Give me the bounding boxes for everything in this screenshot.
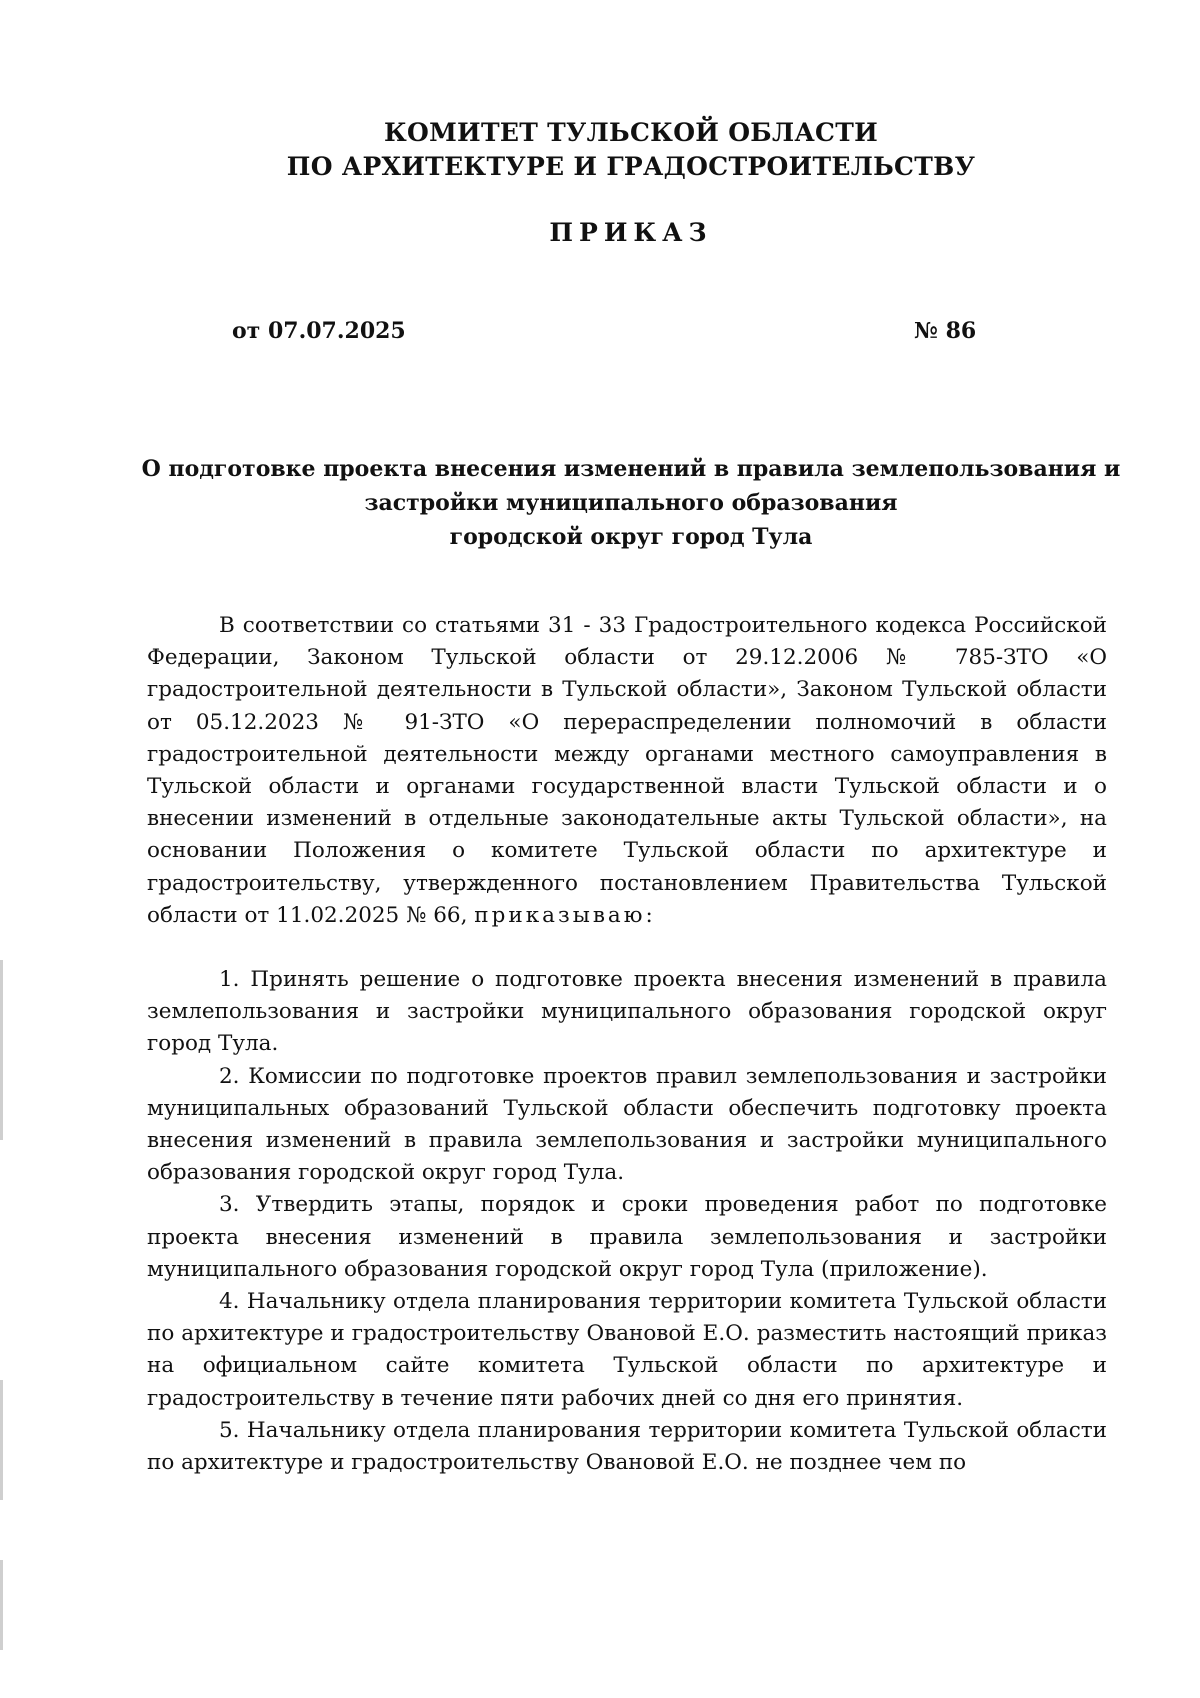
document-number: № 86: [914, 318, 977, 344]
title-line-1: О подготовке проекта внесения изменений в правила землепользования и: [141, 456, 1121, 482]
order-item: 5. Начальнику отдела планирования территории комитета Тульской области по архитектуре и градостроительству Овановой Е.О. не позднее чем по: [147, 1417, 1107, 1476]
scan-edge-mark: [0, 1380, 3, 1500]
order-item: 2. Комиссии по подготовке проектов правил землепользования и застройки муниципальных образований Тульской области обеспечить подготовку проекта внесения изменений в правила землепользования и застройки муниципального образования городской округ город Тула.: [147, 1063, 1107, 1186]
scan-edge-mark: [0, 1560, 3, 1650]
order-item: 3. Утвердить этапы, порядок и сроки проведения работ по подготовке проекта внесения изменений в правила землепользования и застройки муниципального образования городской округ город Тула (приложение).: [147, 1192, 1107, 1282]
preamble-paragraph: [147, 610, 1107, 932]
scan-edge-mark: [0, 960, 3, 1140]
organization-line-1: КОМИТЕТ ТУЛЬСКОЙ ОБЛАСТИ: [383, 118, 879, 147]
document-body: [147, 610, 1107, 1479]
document-type: ПРИКАЗ: [549, 218, 713, 247]
order-item: 4. Начальнику отдела планирования территории комитета Тульской области по архитектуре и градостроительству Овановой Е.О. разместить настоящий приказ на официальном сайте комитета Тульской области по архитектуре и градостроительству в течение пяти рабочих дней со дня его принятия.: [147, 1289, 1107, 1411]
document-date: от 07.07.2025: [232, 318, 406, 344]
order-word: приказываю:: [474, 902, 656, 928]
preamble-text: В соответствии со статьями 31 - 33 Градостроительного кодекса Российской Федерации, Законом Тульской области от 29.12.2006 № 785-ЗТО «О градостроительной деятельности в Тульской области», Законом Тульской области от 05.12.2023 № 91-ЗТО «О перераспределении полномочий в области градостроительной деятельности между органами местного самоуправления в Тульской области и органами государственной власти Тульской области и о внесении изменений в отдельные законодательные акты Тульской области», на основании Положения о комитете Тульской области по архитектуре и градостроительству, утвержденного постановлением Правительства Тульской области от 11.02.2025 № 66,: [147, 613, 1107, 928]
organization-name: [0, 116, 1200, 184]
document-title: [0, 452, 1200, 554]
organization-line-2: ПО АРХИТЕКТУРЕ И ГРАДОСТРОИТЕЛЬСТВУ: [286, 152, 976, 181]
title-line-2: застройки муниципального образования: [364, 490, 898, 516]
order-item: 1. Принять решение о подготовке проекта внесения изменений в правила землепользования и застройки муниципального образования городской округ город Тула.: [147, 967, 1107, 1057]
title-line-3: городской округ город Тула: [449, 524, 813, 550]
